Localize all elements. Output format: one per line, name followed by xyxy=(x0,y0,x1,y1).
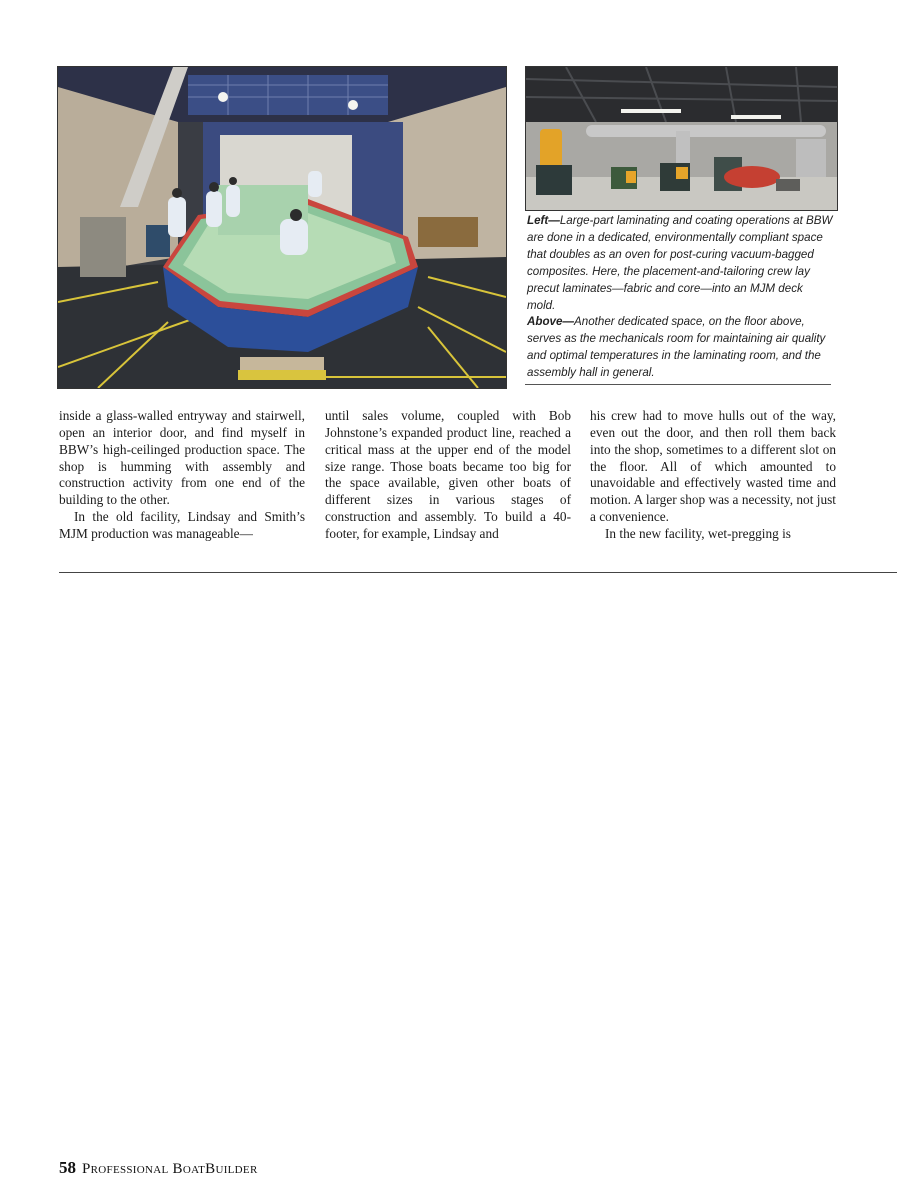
mechanicals-room-photo xyxy=(525,66,838,211)
publication-name: Professional BoatBuilder xyxy=(82,1161,258,1177)
photo-caption xyxy=(527,213,833,382)
body-column-1 xyxy=(59,408,305,543)
body-paragraph: inside a glass-walled entryway and stairwell, open an interior door, and find myself in BBW’s high-ceilinged production space. The shop is humming with assembly and construction activity from one end of the building to the other. xyxy=(59,408,305,508)
caption-above-lead: Above— xyxy=(527,315,575,329)
body-paragraph: his crew had to move hulls out of the way, even out the door, and then roll them back into the shop, sometimes to a different slot on the floor. All of which amounted to unavoidable and effectively wasted time and motion. A larger shop was a necessity, not just a convenience. xyxy=(590,408,836,525)
caption-divider xyxy=(525,384,831,385)
body-column-3 xyxy=(590,408,836,543)
section-divider xyxy=(59,572,897,573)
mechanicals-room-image xyxy=(526,67,837,210)
body-paragraph: In the new facility, wet-pregging is xyxy=(605,525,791,541)
body-paragraph: In the old facility, Lindsay and Smith’s MJM production was manageable— xyxy=(59,509,305,541)
page-footer xyxy=(59,1158,258,1178)
caption-above-text: Another dedicated space, on the floor above, serves as the mechanicals room for maintaining air quality and optimal temperatures in the laminating room, and the assembly hall in general. xyxy=(527,315,826,380)
body-column-2 xyxy=(325,408,571,543)
laminating-room-photo xyxy=(57,66,507,389)
page-number: 58 xyxy=(59,1158,76,1177)
body-paragraph: until sales volume, coupled with Bob Johnstone’s expanded product line, reached a critical mass at the upper end of the model size range. Those boats became too big for the space available, given other boats of different sizes in various stages of construction and assembly. To build a 40-footer, for example, Lindsay and xyxy=(325,408,571,541)
caption-left-text: Large-part laminating and coating operations at BBW are done in a dedicated, environmentally compliant space that doubles as an oven for post-curing vacuum-bagged composites. Here, the placement-and-tailoring crew lay precut laminates—fabric and core—into an MJM deck mold. xyxy=(527,214,833,312)
caption-left-lead: Left— xyxy=(527,214,560,227)
laminating-room-image xyxy=(58,67,506,388)
